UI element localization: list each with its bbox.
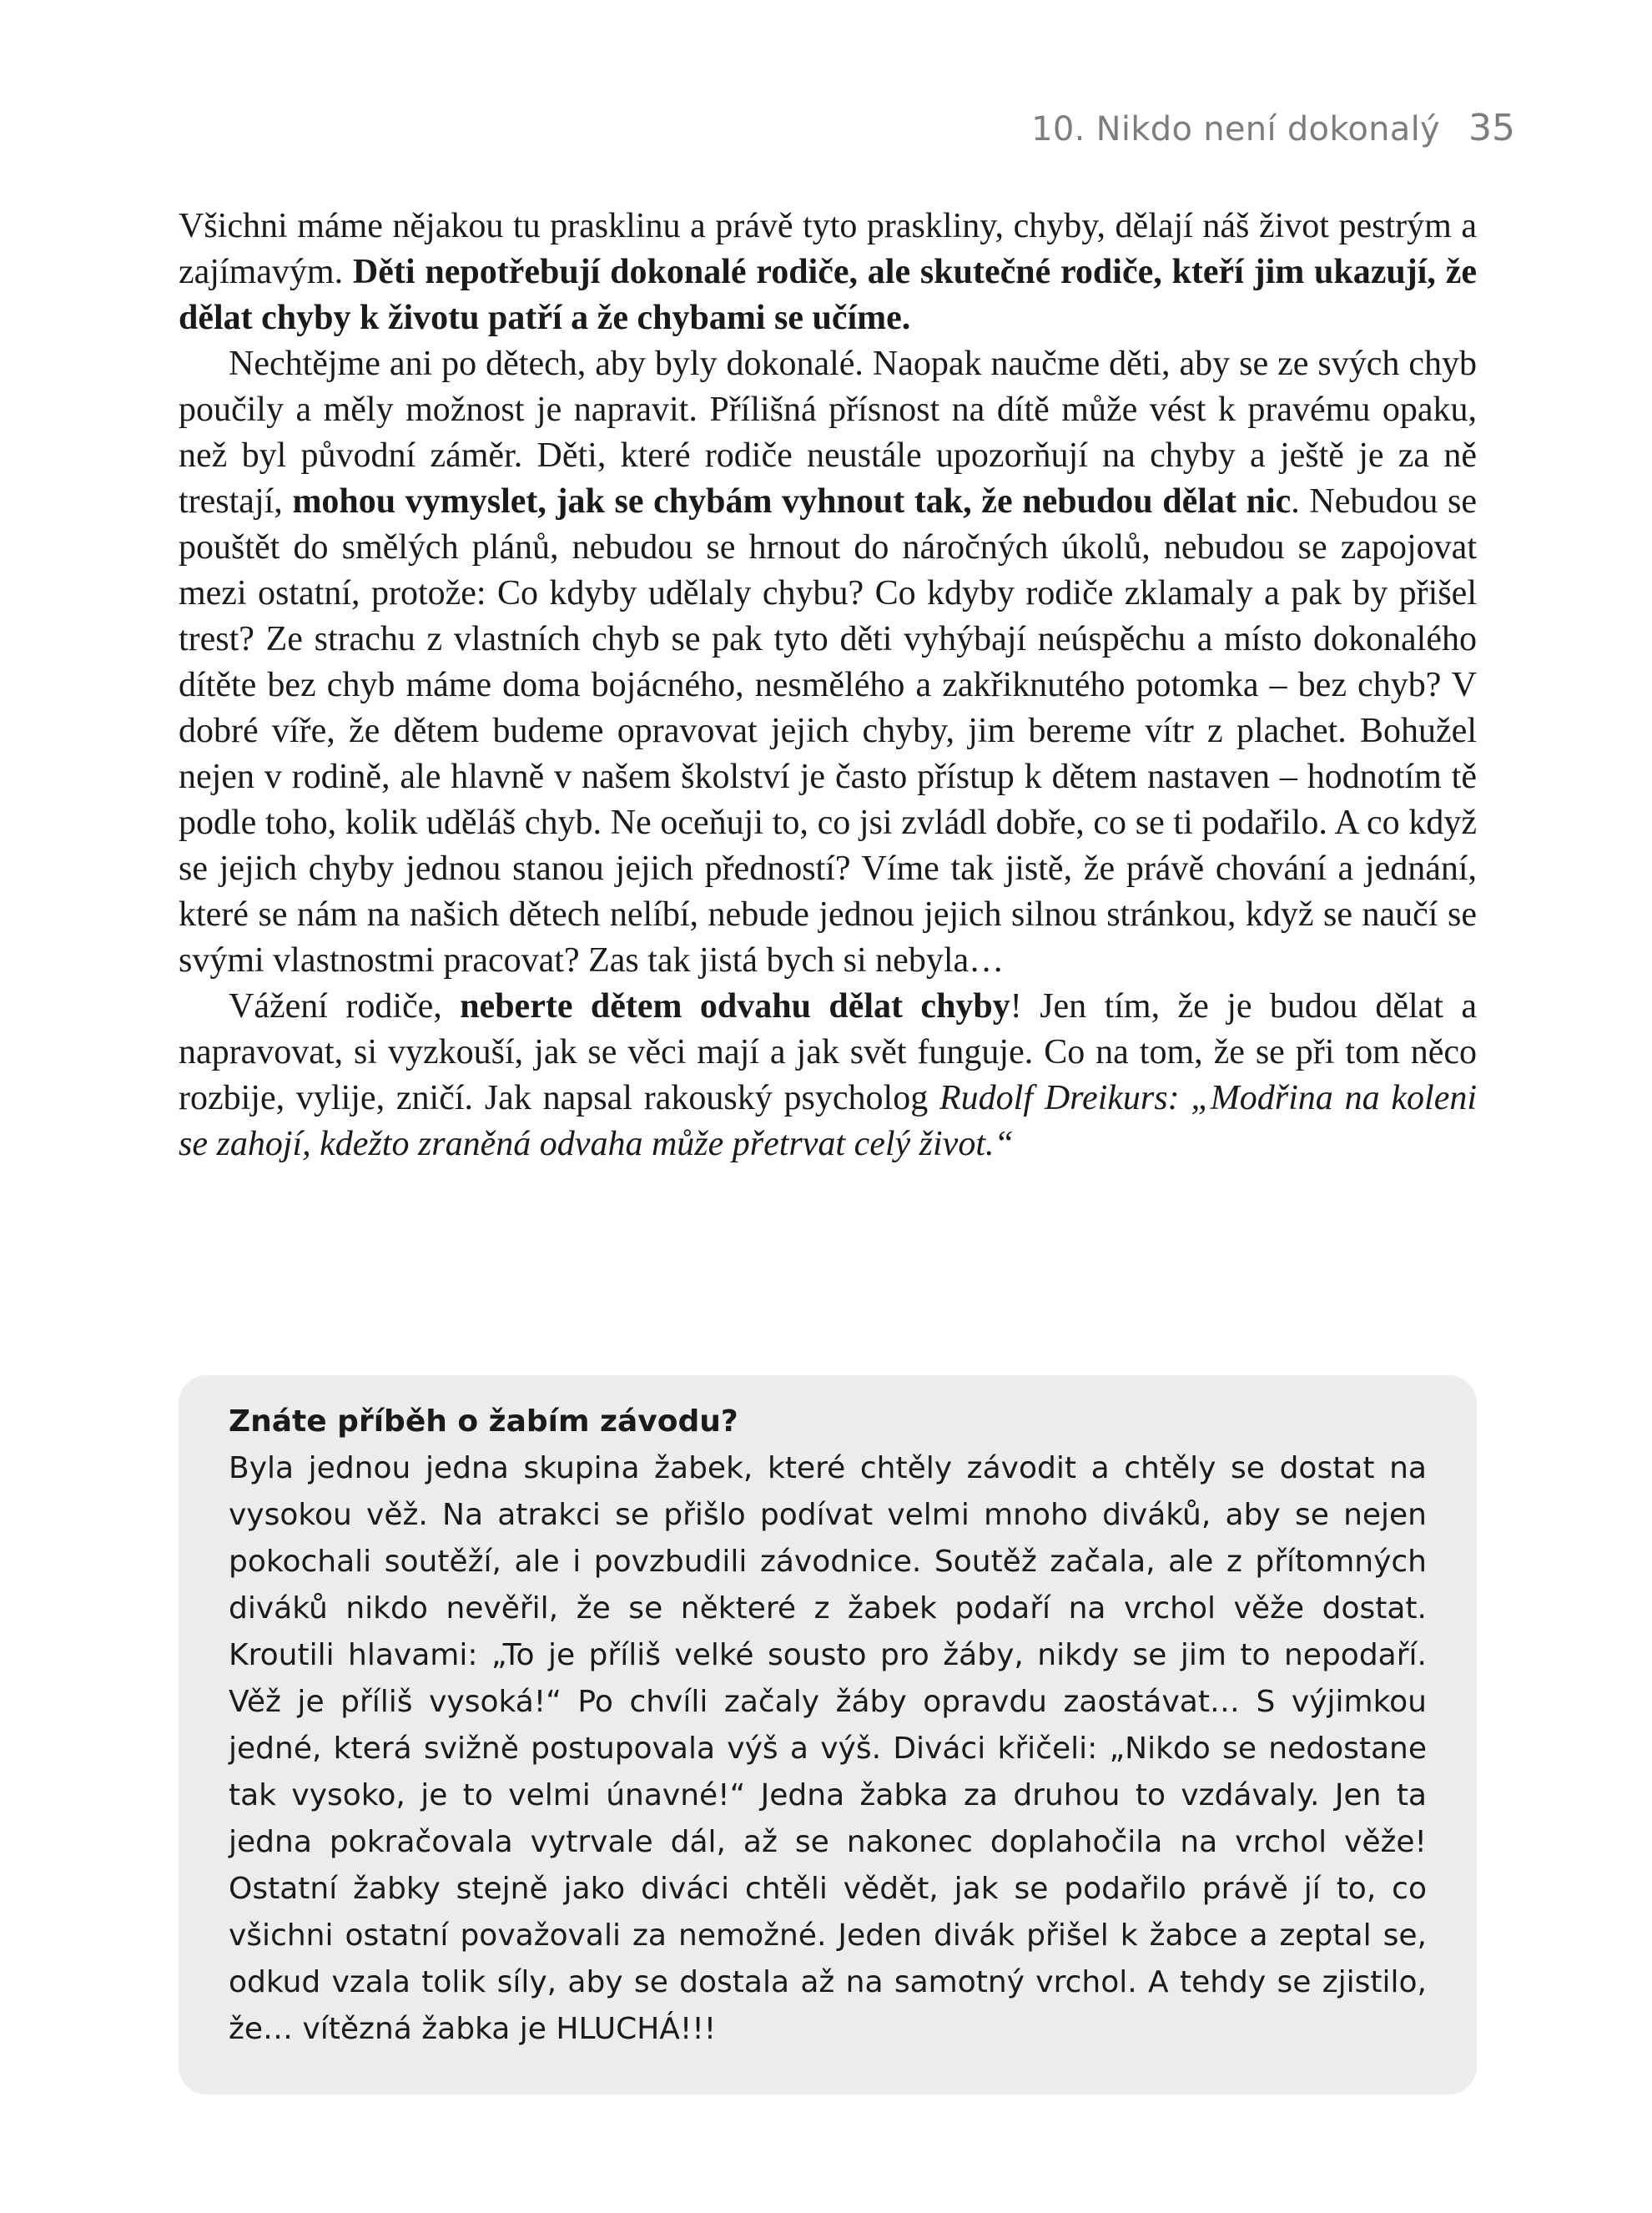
paragraph-2-text-a: Nechtějme ani po dětech, aby byly dokonalé. Naopak naučme děti, aby se ze svých chyb poučily a měly možnost je napravit. Přílišná přísnost na dítě může vést k pravému opaku, než byl původní záměr. Děti, které rodiče neustále upozorňují na chyby a ještě je za ně trestají, bbox=[179, 345, 1477, 521]
page-number: 35 bbox=[1468, 107, 1515, 149]
story-box-title: Znáte příběh o žabím závodu? bbox=[229, 1404, 738, 1439]
story-box bbox=[179, 1375, 1477, 2095]
paragraph-1 bbox=[179, 204, 1477, 341]
story-box-text: Byla jednou jedna skupina žabek, které chtěly závodit a chtěly se dostat na vysokou věž. Na atrakci se přišlo podívat velmi mnoho diváků, aby se nejen pokochali soutěží, ale i povzbudili závodnice. Soutěž začala, ale z přítomných diváků nikdo nevěřil, že se některé z žabek podaří na vrchol věže dostat. Kroutili hlavami: „To je příliš velké sousto pro žáby, nikdy se jim to nepodaří. Věž je příliš vysoká!“ Po chvíli začaly žáby opravdu zaostávat… S výjimkou jedné, která svižně postupovala výš a výš. Diváci křičeli: „Nikdo se nedostane tak vysoko, je to velmi únavné!“ Jedna žabka za druhou to vzdávaly. Jen ta jedna pokračovala vytrvale dál, až se nakonec doplahočila na vrchol věže! Ostatní žabky stejně jako diváci chtěli vědět, jak se podařilo právě jí to, co všichni ostatní považovali za nemožné. Jeden divák přišel k žabce a zeptal se, odkud vzala tolik síly, aby se dostala až na samotný vrchol. A tehdy se zjistilo, že… vítězná žabka je HLUCHÁ!!! bbox=[229, 1451, 1427, 2046]
main-text bbox=[179, 204, 1477, 1167]
paragraph-3 bbox=[179, 984, 1477, 1167]
paragraph-2-text-b: . Nebudou se pouštět do smělých plánů, nebudou se hrnout do náročných úkolů, nebudou se zapojovat mezi ostatní, protože: Co kdyby udělaly chybu? Co kdyby rodiče zklamaly a pak by přišel trest? Ze strachu z vlastních chyb se pak tyto děti vyhýbají neúspěchu a místo dokonalého dítěte bez chyb máme doma bojácného, nesmělého a zakřiknutého potomka – bez chyb? V dobré víře, že dětem budeme opravovat jejich chyby, jim bereme vítr z plachet. Bohužel nejen v rodině, ale hlavně v našem školství je často přístup k dětem nastaven – hodnotím tě podle toho, kolik uděláš chyb. Ne oceňuji to, co jsi zvládl dobře, co se ti podařilo. A co když se jejich chyby jednou stanou jejich předností? Víme tak jistě, že právě chování a jednání, které se nám na našich dětech nelíbí, nebude jednou jejich silnou stránkou, když se naučí se svými vlastnostmi pracovat? Zas tak jistá bych si nebyla… bbox=[179, 482, 1477, 980]
running-header bbox=[1031, 107, 1515, 149]
dreikurs-quote: Rudolf Dreikurs: „Modřina na koleni se zahojí, kdežto zraněná odvaha může přetrvat celý život.“ bbox=[179, 1079, 1478, 1163]
paragraph-1-bold: Děti nepotřebují dokonalé rodiče, ale skutečné rodiče, kteří jim ukazují, že dělat chyby k životu patří a že chybami se učíme. bbox=[179, 253, 1477, 337]
chapter-title: 10. Nikdo není dokonalý bbox=[1031, 110, 1440, 149]
paragraph-1-text: Všichni máme nějakou tu prasklinu a právě tyto praskliny, chyby, dělají náš život pestrým a zajímavým. bbox=[179, 207, 1477, 291]
paragraph-3-text-b: ! Jen tím, že je budou dělat a napravovat, si vyzkouší, jak se věci mají a jak svět funguje. Co na tom, že se při tom něco rozbije, vylije, zničí. Jak napsal rakouský psycholog bbox=[179, 987, 1477, 1117]
paragraph-2 bbox=[179, 341, 1477, 984]
paragraph-3-bold: neberte dětem odvahu dělat chyby bbox=[460, 987, 1010, 1026]
paragraph-2-bold: mohou vymyslet, jak se chybám vyhnout tak, že nebudou dělat nic bbox=[292, 482, 1292, 521]
paragraph-3-text-a: Vážení rodiče, bbox=[229, 987, 461, 1026]
